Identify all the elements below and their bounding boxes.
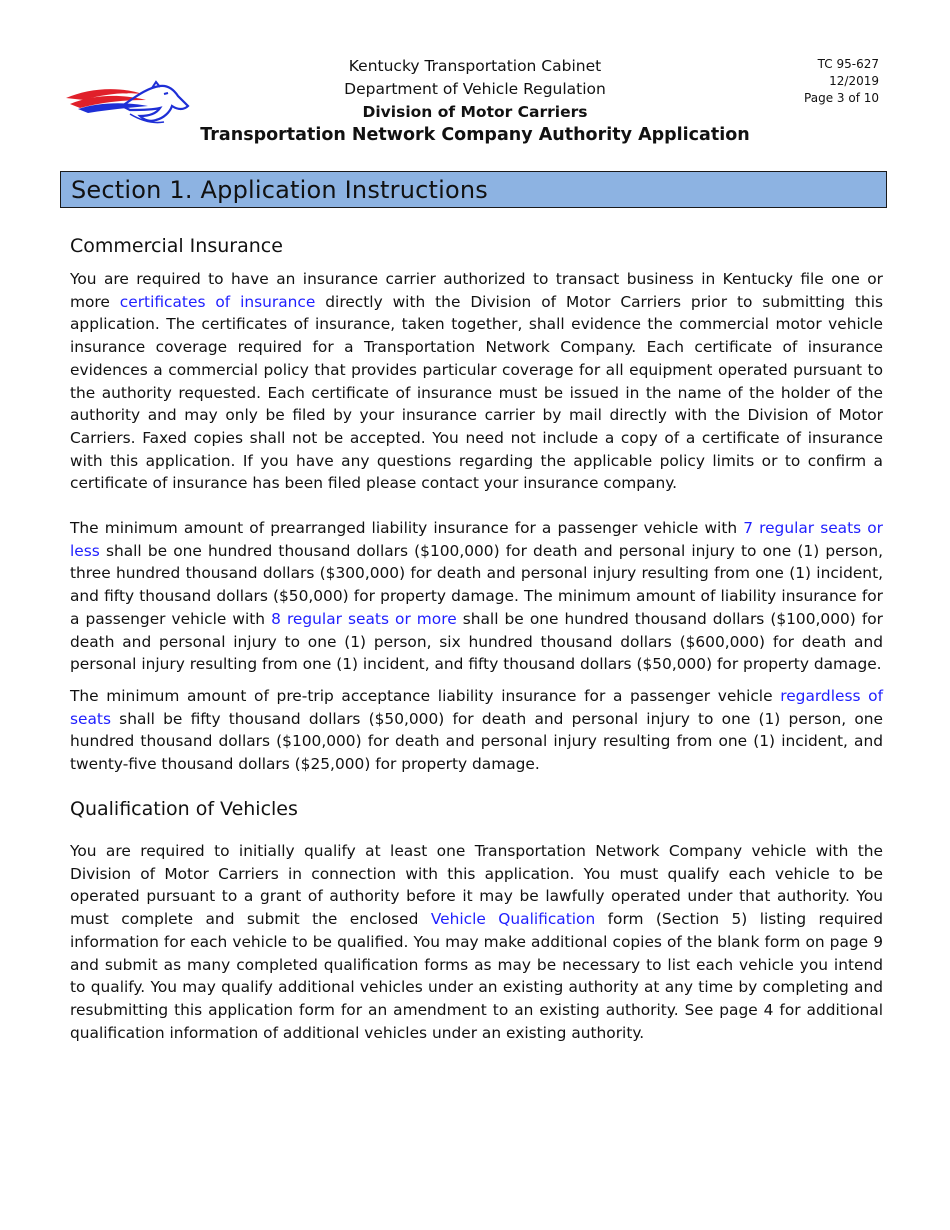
text-segment: shall be one hundred thousand dollars ($100,000) for death and personal injury to one (1) person, three hundred thousand dollars ($300,000) for death and personal injury resulting from one (1) incident, and fifty thousand dollars ($50,000) for property damage. The minimum amount of liability insurance for a passenger vehicle with — [70, 541, 883, 628]
agency-name: Kentucky Transportation Cabinet — [348, 57, 602, 75]
commercial-insurance-paragraph-2 — [70, 517, 883, 676]
commercial-insurance-paragraph-1 — [70, 268, 883, 495]
text-segment: The minimum amount of pre-trip acceptance liability insurance for a passenger vehicle — [70, 687, 781, 705]
form-meta — [804, 56, 879, 107]
text-segment: directly with the Division of Motor Carriers prior to submitting this application. The certificates of insurance, taken together, shall evidence the commercial motor vehicle insurance coverage required for a Transportation Network Company. Each certificate of insurance evidences a commercial policy that provides particular coverage for all equipment operated pursuant to the authority requested. Each certificate of insurance must be issued in the name of the holder of the authority and may only be filed by your insurance carrier by mail directly with the Division of Motor Carriers. Faxed copies shall not be accepted. You need not include a copy of a certificate of insurance with this application. If you have any questions regarding the applicable policy limits or to confirm a certificate of insurance has been filed please contact your insurance company. — [70, 292, 883, 493]
qualification-heading: Qualification of Vehicles — [70, 798, 298, 820]
department-name: Department of Vehicle Regulation — [344, 80, 606, 98]
text-segment: shall be one hundred thousand dollars ($100,000) for death and personal injury to one (1) person, six hundred thousand dollars ($600,000) for death and personal injury resulting from one (1) incident, and fifty thousand dollars ($50,000) for property damage. — [70, 609, 883, 674]
commercial-insurance-section — [70, 234, 883, 258]
form-title: Transportation Network Company Authority Application — [200, 125, 750, 145]
text-segment: You are required to initially qualify at least one Transportation Network Company vehicle with the Division of Motor Carriers in connection with this application. You must qualify each vehicle to be operated pursuant to a grant of authority before it may be lawfully operated under that authority. You must complete and submit the enclosed — [70, 842, 883, 929]
certificates-of-insurance-link[interactable]: certificates of insurance — [119, 292, 316, 311]
text-segment: shall be fifty thousand dollars ($50,000) for death and personal injury to one (1) person, one hundred thousand dollars ($100,000) for death and personal injury resulting from one (1) incident, and twenty-five thousand dollars ($25,000) for property damage. — [70, 709, 883, 774]
text-segment: The minimum amount of prearranged liability insurance for a passenger vehicle with — [70, 519, 744, 537]
division-name: Division of Motor Carriers — [362, 103, 588, 121]
commercial-insurance-paragraph-3 — [70, 685, 883, 776]
qualification-section — [70, 797, 883, 821]
text-segment: form (Section 5) listing required information for each vehicle to be qualified. You may make additional copies of the blank form on page 9 and submit as many completed qualification forms as may be necessary to list each vehicle you intend to qualify. You may qualify additional vehicles under an existing authority at any time by completing and resubmitting this application form for an amendment to an existing authority. See page 4 for additional qualification information of additional vehicles under an existing authority. — [70, 910, 883, 1042]
seven-seats-link[interactable]: 7 regular seats or less — [70, 519, 884, 560]
commercial-insurance-heading: Commercial Insurance — [70, 235, 283, 257]
form-date: 12/2019 — [829, 74, 879, 88]
regardless-of-seats-link[interactable]: regardless of seats — [70, 687, 883, 728]
eight-seats-link[interactable]: 8 regular seats or more — [271, 609, 457, 628]
form-number: TC 95-627 — [817, 57, 879, 71]
qualification-paragraph — [70, 840, 883, 1044]
section-header: Section 1. Application Instructions — [60, 171, 887, 208]
text-segment: You are required to have an insurance carrier authorized to transact business in Kentucky file one or more — [70, 270, 883, 311]
vehicle-qualification-link[interactable]: Vehicle Qualification — [430, 910, 596, 929]
page-info: Page 3 of 10 — [804, 91, 879, 105]
